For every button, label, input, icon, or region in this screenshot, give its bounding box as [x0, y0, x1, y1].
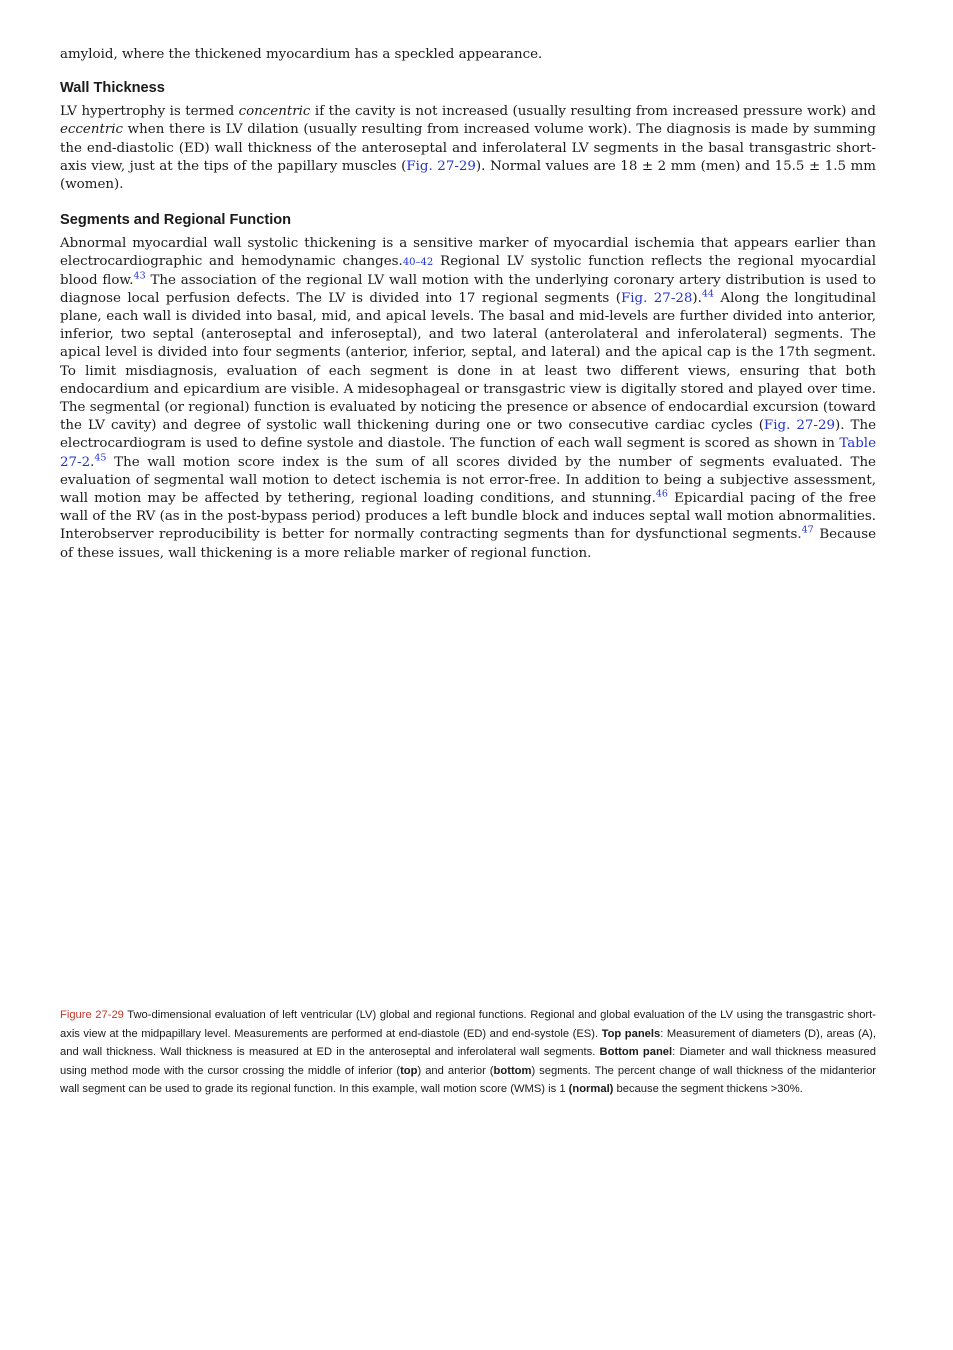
caption-run: because the segment thickens >30%. [613, 1083, 803, 1096]
figure-link-27-29[interactable]: Fig. 27-29 [763, 418, 835, 434]
term-concentric: concentric [238, 104, 311, 120]
caption-run: ) and anterior ( [417, 1064, 494, 1077]
text-run: Because of these issues, wall thickening is a more reliable marker of regional function. [60, 527, 876, 561]
text-run: if the cavity is not increased (usually resulting from increased pressure work) and [310, 104, 876, 120]
text-run: The association of the regional LV wall motion with the underlying coronary artery distribution is used to diagnose local perfusion defects. The LV is divided into 17 regional segments ( [60, 272, 876, 306]
caption-bold-normal: (normal) [568, 1083, 614, 1096]
text-run: when there is LV dilation (usually resulting from increased volume work). The diagnosis is made by summing the end-diastolic (ED) wall thickness of the anteroseptal and inferolateral LV segments in the basal transgastric short-axis view, just at the tips of the papillary muscles ( [60, 122, 876, 174]
reference-link-44[interactable]: 44 [701, 288, 714, 300]
text-run: Along the longitudinal plane, each wall is divided into basal, mid, and apical levels. The basal and mid-levels are further divided into anterior, inferior, two septal (anteroseptal and inferoseptal), and two lateral (anterolateral and inferolateral) segments. The apical level is divided into four segments (anterior, inferior, septal, and lateral) and the apical cap is the 17th segment. To limit misdiagnosis, evaluation of each segment is done in at least two different views, ensuring that both endocardium and epicardium are visible. A midesophageal or transgastric view is digitally stored and played over time. The segmental (or regional) function is evaluated by noticing the presence or absence of endocardial excursion (toward the LV cavity) and degree of systolic wall thickening during one or two consecutive cardiac cycles ( [60, 290, 877, 434]
text-run: ). Normal values are 18 ± 2 mm (men) and 15.5 ± 1.5 mm (women). [60, 158, 876, 193]
reference-link-40-42[interactable]: 40–42 [402, 257, 434, 269]
page-content [60, 46, 876, 563]
reference-link-47[interactable]: 47 [801, 525, 814, 536]
figure-caption [60, 1006, 876, 1099]
caption-bold-top-panels: Top panels [601, 1027, 661, 1040]
text-run: Abnormal myocardial wall systolic thickening is a sensitive marker of myocardial ischemia that appears earlier than electrocardiographic and hemodynamic changes. [60, 236, 876, 270]
figure-placeholder [60, 596, 876, 996]
segments-paragraph [60, 235, 876, 563]
figure-label: Figure 27-29 [60, 1009, 124, 1021]
wall-thickness-heading: Wall Thickness [60, 80, 165, 97]
figure-link-27-28[interactable]: Fig. 27-28 [620, 290, 693, 306]
text-run: . [90, 454, 95, 470]
caption-bold-top: top [400, 1064, 418, 1077]
reference-link-46[interactable]: 46 [655, 488, 668, 500]
reference-link-45[interactable]: 45 [94, 452, 107, 464]
text-run: ). The electrocardiogram is used to define systole and diastole. The function of each wall segment is scored as shown in [60, 418, 876, 452]
caption-run: ) segments. The percent change of wall thickness of the midanterior wall segment can be used to grade its regional function. In this example, wall motion score (WMS) is 1 [60, 1064, 877, 1096]
text-run: LV hypertrophy is termed [60, 104, 239, 120]
table-link-27-2[interactable]: Table 27-2 [60, 436, 876, 470]
text-run: Epicardial pacing of the free wall of the RV (as in the post-bypass period) produces a left bundle block and induces septal wall motion abnormalities. Interobserver reproducibility is better for normally contracting segments than for dysfunctional segments. [60, 491, 877, 543]
caption-run: Two-dimensional evaluation of left ventricular (LV) global and regional functions. Regional and global evaluation of the LV using the transgastric short-axis view at the midpapillary level. Measurements are performed at end-diastole (ED) and end-systole (ES). [60, 1009, 876, 1040]
caption-bold-bottom-panel: Bottom panel [599, 1046, 673, 1059]
text-run: The wall motion score index is the sum of all scores divided by the number of segments evaluated. The evaluation of segmental wall motion to detect ischemia is not error-free. In addition to being a subjective assessment, wall motion may be affected by tethering, regional loading conditions, and stunning. [60, 454, 876, 507]
intro-text: amyloid, where the thickened myocardium has a speckled appearance. [60, 47, 543, 62]
segments-heading: Segments and Regional Function [60, 212, 292, 229]
caption-run: : Measurement of diameters (D), areas (A), and wall thickness. Wall thickness is measured at ED in the anteroseptal and inferolateral wall segments. [60, 1027, 876, 1059]
wall-thickness-paragraph [60, 103, 876, 194]
text-run: ). [692, 290, 702, 306]
caption-bold-bottom: bottom [493, 1064, 532, 1077]
figure-link-27-29[interactable]: Fig. 27-29 [406, 158, 476, 174]
text-run: Regional LV systolic function reflects the regional myocardial blood flow. [60, 254, 876, 288]
term-eccentric: eccentric [60, 122, 124, 138]
reference-link-43[interactable]: 43 [133, 270, 146, 282]
caption-run: : Diameter and wall thickness measured using method mode with the cursor crossing the middle of inferior ( [60, 1046, 876, 1077]
intro-paragraph [60, 46, 876, 64]
